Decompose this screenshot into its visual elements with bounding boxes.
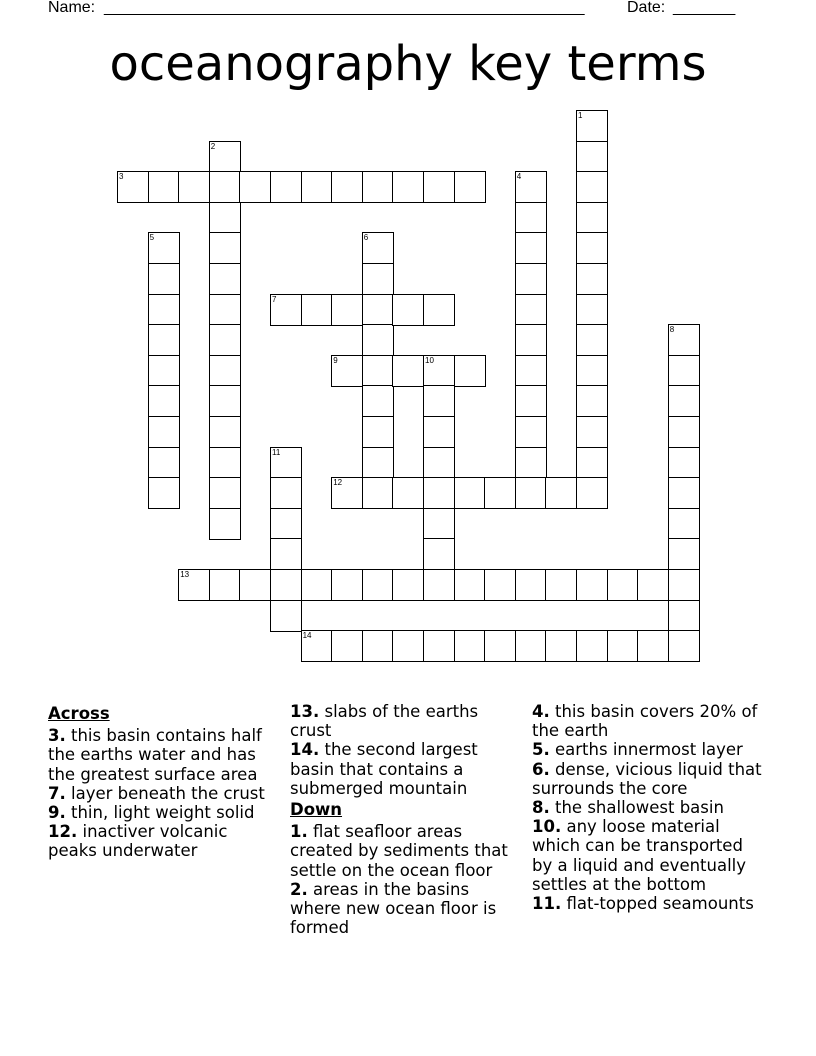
clue-number: 9. <box>48 803 66 823</box>
crossword-cell[interactable] <box>362 569 394 601</box>
crossword-cell[interactable] <box>362 355 394 387</box>
crossword-cell[interactable] <box>423 477 455 509</box>
clue-text: dense, vicious liquid that surrounds the core <box>532 759 762 798</box>
crossword-cell[interactable] <box>515 202 547 234</box>
crossword-cell[interactable] <box>423 385 455 417</box>
clue-number-label: 14 <box>302 631 312 641</box>
clue-number-label: 7 <box>272 294 277 304</box>
clue-number-label: 11 <box>272 447 281 457</box>
crossword-cell[interactable] <box>545 630 577 662</box>
crossword-cell[interactable] <box>637 569 669 601</box>
name-line[interactable]: ______________________________________________________ <box>104 0 585 16</box>
clue-number: 14. <box>290 740 320 760</box>
crossword-cell[interactable] <box>270 538 302 570</box>
crossword-cell[interactable] <box>362 447 394 479</box>
crossword-cell[interactable] <box>331 477 363 509</box>
crossword-cell[interactable] <box>668 355 700 387</box>
crossword-cell[interactable] <box>148 416 180 448</box>
crossword-cell[interactable] <box>668 385 700 417</box>
clue-text: the second largest basin that contains a submerged mountain <box>290 740 478 798</box>
crossword-cell[interactable] <box>668 538 700 570</box>
clue-down-4 <box>532 702 764 740</box>
crossword-cell[interactable] <box>331 355 363 387</box>
crossword-cell[interactable] <box>270 569 302 601</box>
crossword-cell[interactable] <box>576 294 608 326</box>
crossword-cell[interactable] <box>515 477 547 509</box>
crossword-cell[interactable] <box>576 232 608 264</box>
clue-number: 11. <box>532 894 562 914</box>
clue-text: layer beneath the crust <box>71 783 265 803</box>
crossword-cell[interactable] <box>576 202 608 234</box>
clue-number: 2. <box>290 879 308 899</box>
crossword-cell[interactable] <box>668 477 700 509</box>
crossword-cell[interactable] <box>270 294 302 326</box>
clue-number: 7. <box>48 783 66 803</box>
crossword-cell[interactable] <box>454 569 486 601</box>
crossword-cell[interactable] <box>423 569 455 601</box>
clue-across-9 <box>48 803 280 822</box>
crossword-cell[interactable] <box>209 477 241 509</box>
crossword-cell[interactable] <box>331 171 363 203</box>
clue-number-label: 2 <box>210 141 216 151</box>
crossword-cell[interactable] <box>515 416 547 448</box>
crossword-cell[interactable] <box>239 569 271 601</box>
clue-number: 1. <box>290 822 308 842</box>
crossword-cell[interactable] <box>454 477 486 509</box>
clue-down-8 <box>532 798 764 817</box>
clue-number: 8. <box>532 798 550 818</box>
across-heading: Across <box>48 704 110 723</box>
crossword-cell[interactable] <box>423 630 455 662</box>
crossword-cell[interactable] <box>148 477 180 509</box>
crossword-cell[interactable] <box>423 171 455 203</box>
crossword-cell[interactable] <box>209 202 241 234</box>
clue-number: 12. <box>48 822 78 842</box>
clue-number-label: 6 <box>363 233 369 243</box>
crossword-cell[interactable] <box>423 508 455 540</box>
crossword-cell[interactable] <box>362 294 394 326</box>
crossword-cell[interactable] <box>454 355 486 387</box>
crossword-cell[interactable] <box>576 171 608 203</box>
crossword-cell[interactable] <box>668 324 700 356</box>
crossword-cell[interactable] <box>362 324 394 356</box>
name-label: Name: <box>48 0 96 16</box>
crossword-cell[interactable] <box>209 141 241 173</box>
clue-text: slabs of the earths crust <box>290 702 479 741</box>
crossword-cell[interactable] <box>209 324 241 356</box>
crossword-cell[interactable] <box>362 263 394 295</box>
clue-across-12 <box>48 822 280 860</box>
crossword-cell[interactable] <box>484 569 516 601</box>
down-heading: Down <box>290 800 343 820</box>
clue-number: 13. <box>290 702 320 721</box>
crossword-cell[interactable] <box>392 630 424 662</box>
crossword-cell[interactable] <box>576 447 608 479</box>
crossword-cell[interactable] <box>515 569 547 601</box>
clue-text: the shallowest basin <box>555 798 724 818</box>
clue-number: 5. <box>532 740 550 760</box>
crossword-cell[interactable] <box>148 385 180 417</box>
clue-number-label: 8 <box>669 325 675 335</box>
crossword-cell[interactable] <box>301 630 333 662</box>
crossword-cell[interactable] <box>576 385 608 417</box>
crossword-cell[interactable] <box>209 416 241 448</box>
crossword-cell[interactable] <box>423 447 455 479</box>
crossword-cell[interactable] <box>239 171 271 203</box>
crossword-cell[interactable] <box>209 294 241 326</box>
crossword-cell[interactable] <box>515 232 547 264</box>
crossword-cell[interactable] <box>607 630 639 662</box>
clue-text: any loose material which can be transported by a liquid and eventually settles at the bottom <box>532 817 747 894</box>
crossword-cell[interactable] <box>668 447 700 479</box>
crossword-cell[interactable] <box>668 630 700 662</box>
crossword-cell[interactable] <box>209 447 241 479</box>
crossword-cell[interactable] <box>331 569 363 601</box>
crossword-cell[interactable] <box>576 630 608 662</box>
crossword-cell[interactable] <box>362 232 394 264</box>
crossword-cell[interactable] <box>270 447 302 479</box>
clue-number: 3. <box>48 726 66 746</box>
crossword-cell[interactable] <box>362 171 394 203</box>
clue-number: 10. <box>532 817 562 837</box>
crossword-cell[interactable] <box>270 600 302 632</box>
clue-number-label: 1 <box>578 111 583 120</box>
clue-number-label: 4 <box>516 172 522 182</box>
crossword-cell[interactable] <box>576 324 608 356</box>
crossword-cell[interactable] <box>209 569 241 601</box>
crossword-cell[interactable] <box>515 294 547 326</box>
clue-down-5 <box>532 740 764 759</box>
crossword-cell[interactable] <box>423 355 455 387</box>
clue-text: areas in the basins where new ocean floor is formed <box>290 879 497 938</box>
crossword-cell[interactable] <box>576 355 608 387</box>
crossword-cell[interactable] <box>209 508 241 540</box>
clue-down-2 <box>290 880 522 938</box>
crossword-cell[interactable] <box>301 171 333 203</box>
crossword-cell[interactable] <box>607 569 639 601</box>
crossword-cell[interactable] <box>362 416 394 448</box>
clue-text: this basin covers 20% of the earth <box>532 702 758 741</box>
crossword-cell[interactable] <box>515 324 547 356</box>
crossword-cell[interactable] <box>515 355 547 387</box>
clue-down-6 <box>532 760 764 798</box>
crossword-cell[interactable] <box>576 263 608 295</box>
crossword-cell[interactable] <box>148 324 180 356</box>
clue-column-2 <box>290 702 522 937</box>
crossword-cell[interactable] <box>117 171 149 203</box>
crossword-cell[interactable] <box>484 477 516 509</box>
crossword-cell[interactable] <box>178 171 210 203</box>
clue-column-1 <box>48 702 280 861</box>
crossword-cell[interactable] <box>148 355 180 387</box>
crossword-cell[interactable] <box>301 294 333 326</box>
clue-number-label: 9 <box>333 355 338 365</box>
clue-number-label: 13 <box>180 570 190 579</box>
crossword-cell[interactable] <box>209 263 241 295</box>
clue-across-14 <box>290 740 522 798</box>
crossword-cell[interactable] <box>545 477 577 509</box>
date-label: Date: <box>627 0 666 16</box>
crossword-cell[interactable] <box>148 232 180 264</box>
clue-column-3 <box>532 702 764 913</box>
clue-number-label: 12 <box>333 478 343 488</box>
crossword-cell[interactable] <box>668 508 700 540</box>
clue-text: inactiver volcanic peaks underwater <box>48 822 228 861</box>
clue-number-label: 3 <box>119 172 124 182</box>
crossword-cell[interactable] <box>148 171 180 203</box>
crossword-cell[interactable] <box>454 630 486 662</box>
crossword-cell[interactable] <box>484 630 516 662</box>
clue-text: earths innermost layer <box>555 740 743 760</box>
crossword-cell[interactable] <box>392 569 424 601</box>
crossword-cell[interactable] <box>576 110 608 142</box>
clue-text: this basin contains half the earths water and has the greatest surface area <box>48 726 262 784</box>
clue-down-1 <box>290 822 522 880</box>
crossword-cell[interactable] <box>668 416 700 448</box>
crossword-cell[interactable] <box>148 447 180 479</box>
crossword-cell[interactable] <box>392 477 424 509</box>
crossword-cell[interactable] <box>301 569 333 601</box>
clue-down-11 <box>532 894 764 913</box>
crossword-cell[interactable] <box>515 447 547 479</box>
clue-text: flat seafloor areas created by sediments that settle on the ocean floor <box>290 822 508 880</box>
clue-number-label: 10 <box>425 355 434 365</box>
crossword-cell[interactable] <box>209 232 241 264</box>
crossword-cell[interactable] <box>576 416 608 448</box>
crossword-cell[interactable] <box>423 416 455 448</box>
crossword-cell[interactable] <box>454 171 486 203</box>
crossword-cell[interactable] <box>148 263 180 295</box>
clue-number-label: 5 <box>149 233 155 243</box>
crossword-cell[interactable] <box>209 355 241 387</box>
crossword-cell[interactable] <box>576 141 608 173</box>
crossword-cell[interactable] <box>515 630 547 662</box>
crossword-cell[interactable] <box>668 569 700 601</box>
crossword-cell[interactable] <box>209 385 241 417</box>
crossword-cell[interactable] <box>545 569 577 601</box>
crossword-cell[interactable] <box>178 569 210 601</box>
crossword-cell[interactable] <box>270 477 302 509</box>
crossword-cell[interactable] <box>392 171 424 203</box>
crossword-cell[interactable] <box>668 600 700 632</box>
crossword-cell[interactable] <box>392 355 424 387</box>
crossword-cell[interactable] <box>576 569 608 601</box>
crossword-cell[interactable] <box>576 477 608 509</box>
crossword-cell[interactable] <box>362 630 394 662</box>
crossword-cell[interactable] <box>392 294 424 326</box>
crossword-cell[interactable] <box>423 294 455 326</box>
clue-across-13 <box>290 702 522 740</box>
clue-number: 6. <box>532 759 550 779</box>
clue-across-3 <box>48 726 280 784</box>
crossword-cell[interactable] <box>270 171 302 203</box>
clue-across-7 <box>48 784 280 803</box>
crossword-cell[interactable] <box>515 385 547 417</box>
crossword-cell[interactable] <box>270 508 302 540</box>
page-title: oceanography key terms <box>109 36 707 92</box>
crossword-cell[interactable] <box>362 477 394 509</box>
clue-text: thin, light weight solid <box>71 803 255 823</box>
crossword-cell[interactable] <box>331 294 363 326</box>
crossword-cell[interactable] <box>362 385 394 417</box>
crossword-cell[interactable] <box>637 630 669 662</box>
crossword-cell[interactable] <box>331 630 363 662</box>
clue-down-10 <box>532 817 764 894</box>
crossword-cell[interactable] <box>423 538 455 570</box>
crossword-cell[interactable] <box>515 263 547 295</box>
crossword-cell[interactable] <box>148 294 180 326</box>
date-line[interactable]: _______ <box>673 0 736 16</box>
crossword-cell[interactable] <box>515 171 547 203</box>
clue-number: 4. <box>532 702 550 721</box>
clue-text: flat-topped seamounts <box>566 894 754 914</box>
crossword-cell[interactable] <box>209 171 241 203</box>
